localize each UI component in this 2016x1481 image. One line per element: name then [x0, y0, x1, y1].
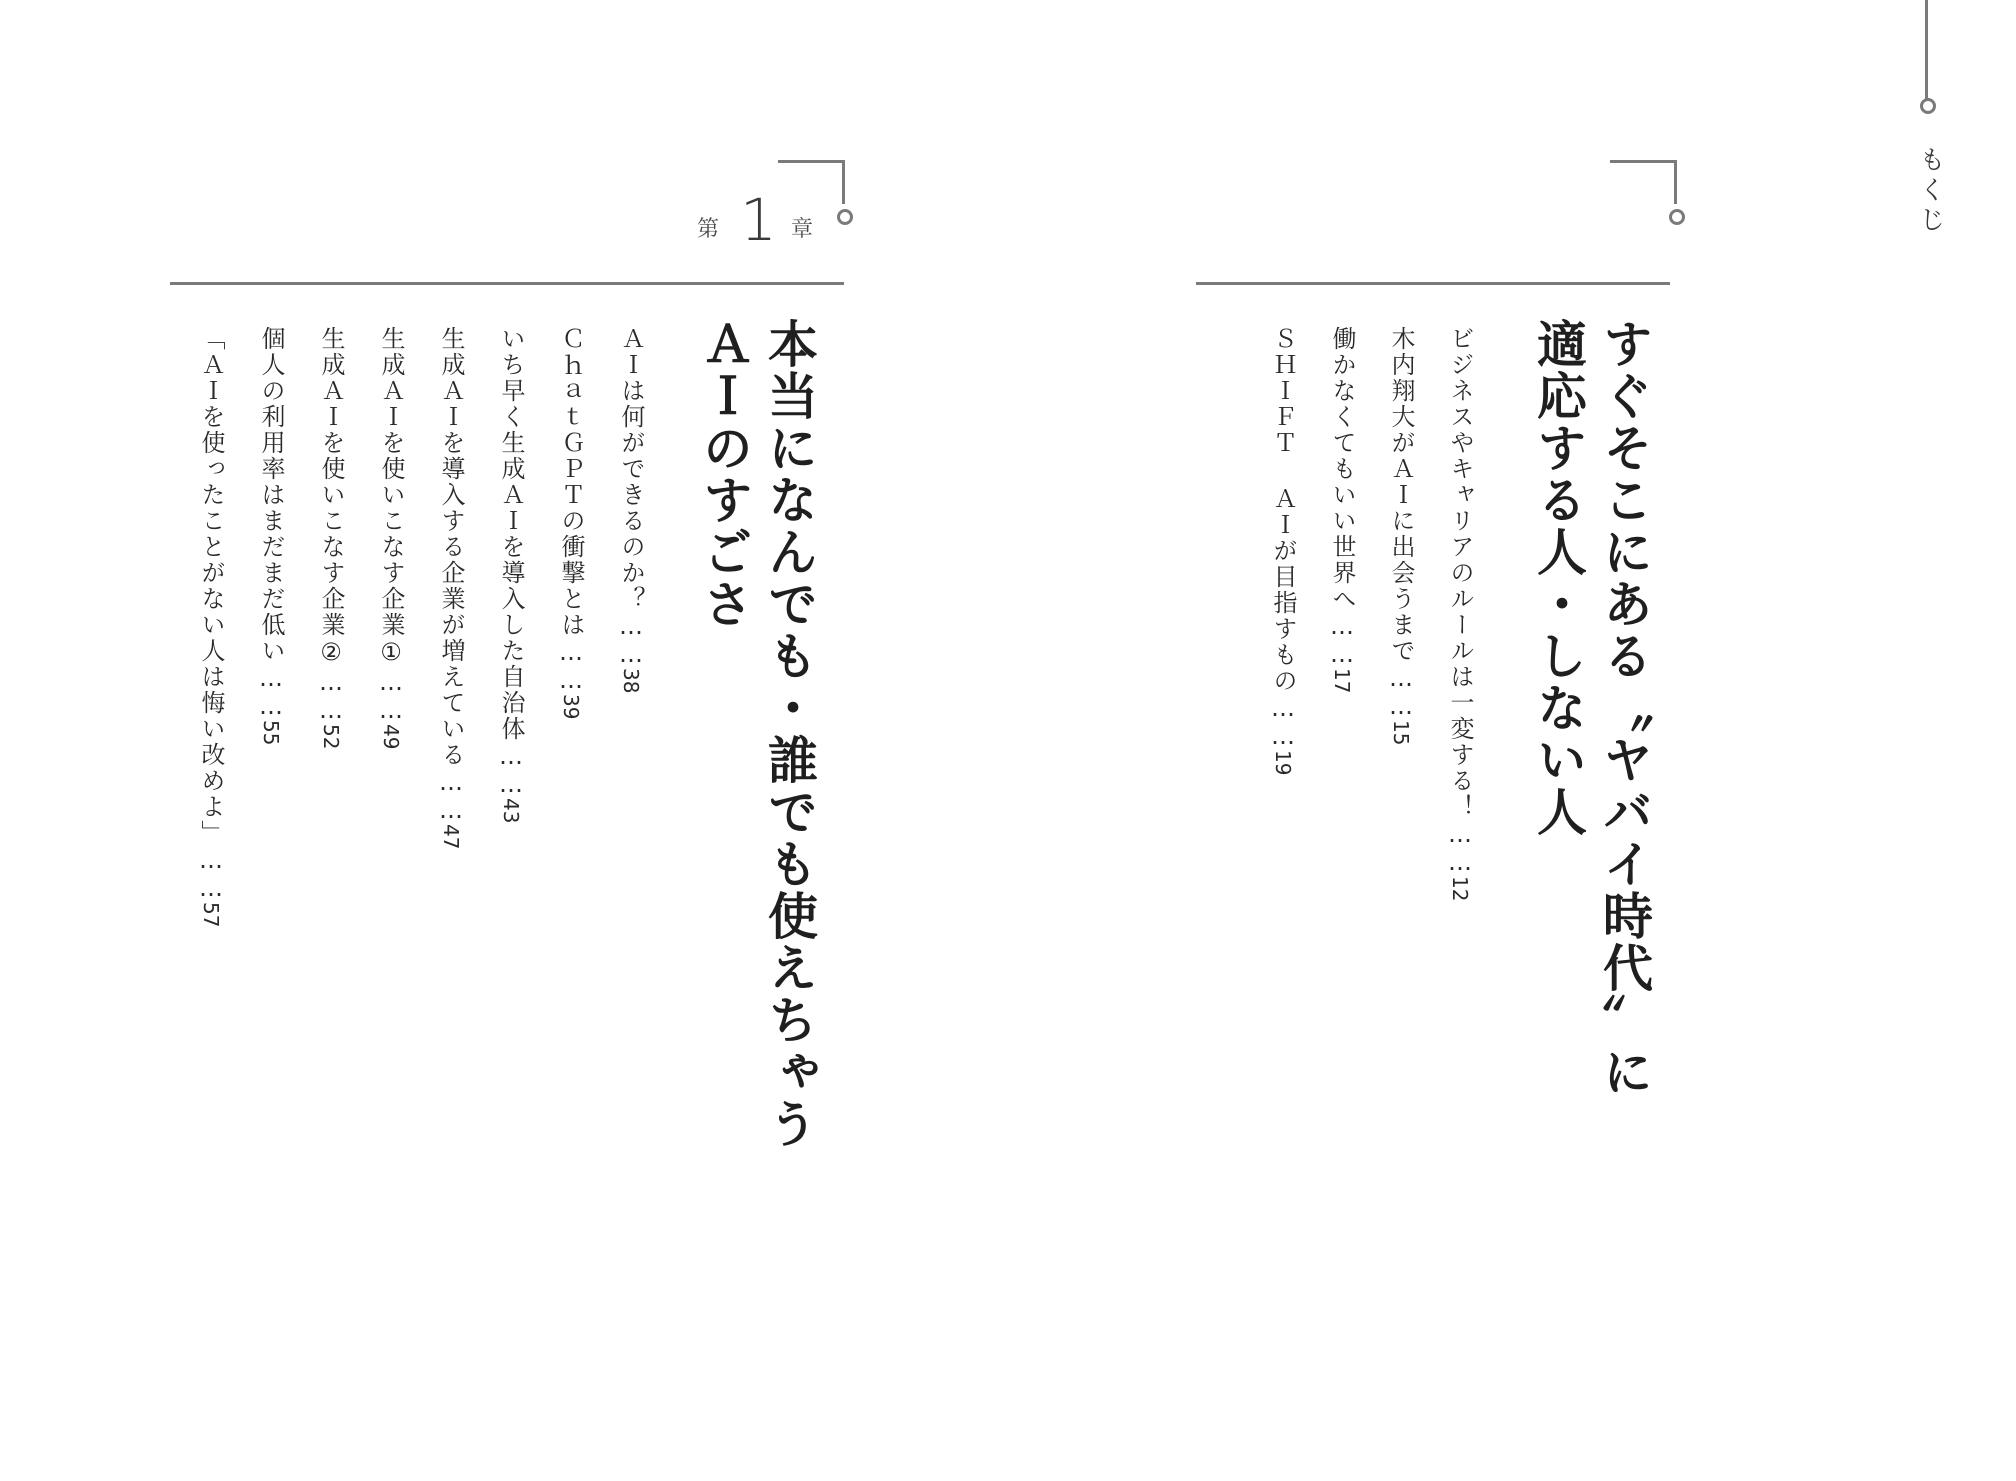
entry-page: 55 — [259, 720, 283, 746]
chapter-1-entry-2[interactable] — [556, 326, 586, 719]
entry-page: 52 — [319, 724, 343, 750]
entry-title: ＳＨＩＦＴ ＡＩが目指すもの — [1269, 326, 1297, 694]
intro-entry-3[interactable] — [1327, 326, 1357, 693]
entry-title: ＣｈａｔＧＰＴの衝撃とは — [557, 326, 585, 638]
intro-bracket-top — [1610, 160, 1677, 163]
entry-leader: …… — [1387, 664, 1415, 720]
entry-title: 働かなくてもいい世界へ — [1328, 326, 1356, 612]
entry-page: 49 — [379, 724, 403, 750]
entry-title: 生成ＡＩを使いこなす企業① — [377, 326, 405, 668]
entry-leader: …… — [377, 668, 405, 724]
intro-bracket-side — [1674, 160, 1677, 204]
entry-page: 47 — [439, 824, 463, 850]
entry-page: 43 — [499, 798, 523, 824]
entry-leader: …… — [1446, 820, 1474, 876]
entry-leader: …… — [1328, 612, 1356, 668]
entry-title: 個人の利用率はまだまだ低い — [257, 326, 285, 664]
chapter-1-bracket-top — [778, 160, 845, 163]
side-title: もくじ — [1915, 146, 1945, 236]
intro-headline-line-2: 適応する人・しない人 — [1529, 318, 1587, 838]
chapter-1-entry-4[interactable] — [436, 326, 466, 849]
intro-ring — [1669, 209, 1685, 225]
chapter-1-ring — [837, 209, 853, 225]
entry-page: 15 — [1389, 720, 1413, 746]
intro-entry-1[interactable] — [1445, 326, 1475, 901]
chapter-1-entry-8[interactable] — [196, 326, 226, 927]
entry-title: 生成ＡＩを使いこなす企業② — [317, 326, 345, 668]
entry-leader: …… — [317, 668, 345, 724]
entry-title: ＡＩは何ができるのか？ — [617, 326, 645, 612]
entry-page: 12 — [1448, 876, 1472, 902]
intro-entry-4[interactable] — [1268, 326, 1298, 775]
side-title-line — [1925, 0, 1928, 100]
entry-page: 17 — [1330, 668, 1354, 694]
chapter-1-entry-7[interactable] — [256, 326, 286, 745]
intro-headline-line-1: すぐそこにある〝ヤバイ時代〟に — [1595, 318, 1653, 1098]
entry-page: 38 — [619, 668, 643, 694]
entry-leader: …… — [497, 742, 525, 798]
chapter-1-bracket-side — [842, 160, 845, 204]
chapter-1-headline-line-1: 本当になんでも・誰でも使えちゃう — [760, 318, 818, 1150]
chapter-1-label-suffix: 章 — [791, 217, 816, 242]
entry-leader: …… — [1269, 694, 1297, 750]
side-title-ring — [1920, 98, 1936, 114]
entry-leader: …… — [437, 768, 465, 824]
intro-rule — [1196, 282, 1670, 285]
chapter-1-label-prefix: 第 — [697, 217, 722, 242]
entry-leader: …… — [617, 612, 645, 668]
entry-leader: …… — [257, 664, 285, 720]
entry-page: 19 — [1271, 750, 1295, 776]
entry-title: 木内翔大がＡＩに出会うまで — [1387, 326, 1415, 664]
chapter-1-entry-5[interactable] — [376, 326, 406, 749]
entry-leader: …… — [197, 846, 225, 902]
chapter-1-headline-line-2: ＡＩのすごさ — [695, 318, 753, 630]
intro-entry-2[interactable] — [1386, 326, 1416, 745]
chapter-1-entry-3[interactable] — [496, 326, 526, 823]
entry-title: ビジネスやキャリアのルールは一変する！ — [1446, 326, 1474, 820]
chapter-1-entry-1[interactable] — [616, 326, 646, 693]
chapter-1-number: 1 — [740, 186, 777, 254]
entry-leader: …… — [557, 638, 585, 694]
entry-title: 生成ＡＩを導入する企業が増えている — [437, 326, 465, 768]
entry-page: 39 — [559, 694, 583, 720]
entry-page: 57 — [199, 902, 223, 928]
chapter-1-rule — [170, 282, 844, 285]
entry-title: 「ＡＩを使ったことがない人は悔い改めよ」 — [197, 326, 225, 846]
chapter-1-entry-6[interactable] — [316, 326, 346, 749]
entry-title: いち早く生成ＡＩを導入した自治体 — [497, 326, 525, 742]
